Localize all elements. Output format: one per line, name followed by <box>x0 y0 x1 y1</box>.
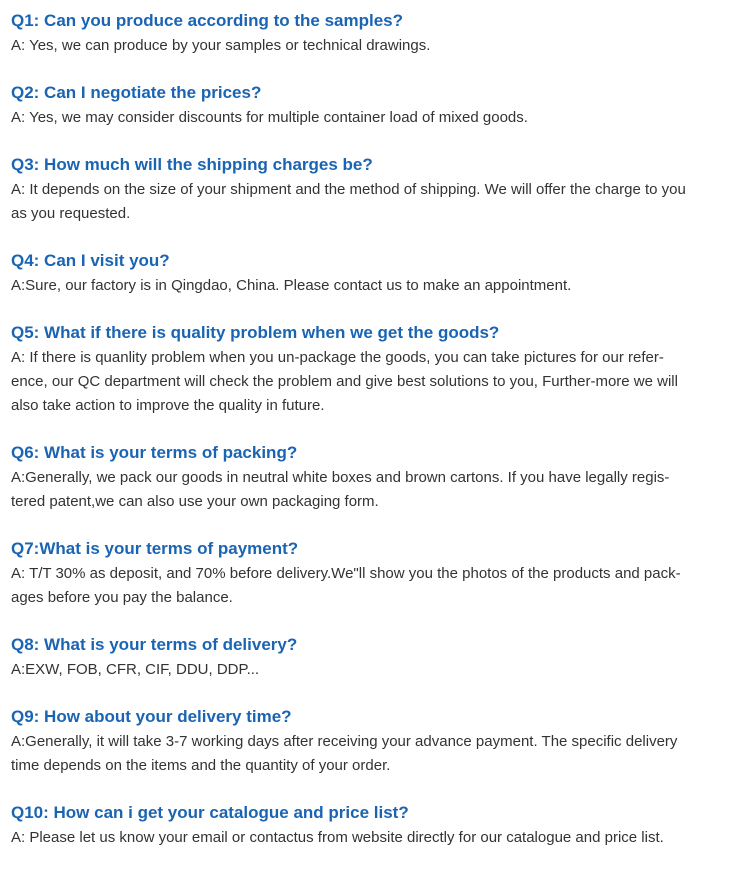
faq-item-7 <box>11 538 681 610</box>
faq-question: Q9: How about your delivery time? <box>11 707 292 726</box>
faq-question: Q10: How can i get your catalogue and price list? <box>11 803 409 822</box>
faq-answer-line: also take action to improve the quality in future. <box>11 397 325 414</box>
faq-answer-line: A: T/T 30% as deposit, and 70% before delivery.We"ll show you the photos of the products and pack- <box>11 565 681 582</box>
faq-answer-line: ence, our QC department will check the problem and give best solutions to you, Further-more we will <box>11 373 678 390</box>
faq-question: Q1: Can you produce according to the samples? <box>11 11 404 30</box>
faq-answer-line: A: Yes, we can produce by your samples or technical drawings. <box>11 37 431 54</box>
faq-answer <box>11 178 686 226</box>
faq-item-3 <box>11 154 686 226</box>
faq-question: Q7:What is your terms of payment? <box>11 539 299 558</box>
faq-answer <box>11 562 681 610</box>
faq-answer <box>11 274 571 298</box>
faq-answer-line: A:Generally, we pack our goods in neutral white boxes and brown cartons. If you have legally regis- <box>11 469 670 486</box>
faq-answer-line: A: Yes, we may consider discounts for multiple container load of mixed goods. <box>11 109 528 126</box>
faq-answer-line: A:Generally, it will take 3-7 working days after receiving your advance payment. The specific delivery <box>11 733 678 750</box>
faq-answer <box>11 106 528 130</box>
faq-answer <box>11 466 669 514</box>
faq-answer <box>11 34 430 58</box>
faq-answer <box>11 346 678 418</box>
faq-question: Q8: What is your terms of delivery? <box>11 635 298 654</box>
faq-item-5 <box>11 322 678 418</box>
faq-answer-line: A:Sure, our factory is in Qingdao, China. Please contact us to make an appointment. <box>11 277 572 294</box>
faq-answer-line: A: Please let us know your email or contactus from website directly for our catalogue and price list. <box>11 829 664 846</box>
faq-item-6 <box>11 442 669 514</box>
faq-item-10 <box>11 802 664 850</box>
faq-answer-line: A:EXW, FOB, CFR, CIF, DDU, DDP... <box>11 661 260 678</box>
faq-question: Q3: How much will the shipping charges be? <box>11 155 373 174</box>
faq-item-8 <box>11 634 297 682</box>
faq-answer <box>11 658 297 682</box>
faq-answer-line: time depends on the items and the quantity of your order. <box>11 757 391 774</box>
faq-question: Q4: Can I visit you? <box>11 251 170 270</box>
faq-answer-line: ages before you pay the balance. <box>11 589 233 606</box>
faq-answer-line: tered patent,we can also use your own packaging form. <box>11 493 379 510</box>
faq-answer <box>11 826 664 850</box>
faq-answer <box>11 730 677 778</box>
faq-answer-line: A: If there is quanlity problem when you un-package the goods, you can take pictures for our refer- <box>11 349 664 366</box>
faq-item-9 <box>11 706 677 778</box>
faq-item-2 <box>11 82 528 130</box>
faq-question: Q5: What if there is quality problem when we get the goods? <box>11 323 500 342</box>
faq-answer-line: A: It depends on the size of your shipment and the method of shipping. We will offer the charge to you <box>11 181 686 198</box>
faq-question: Q6: What is your terms of packing? <box>11 443 298 462</box>
faq-question: Q2: Can I negotiate the prices? <box>11 83 262 102</box>
faq-answer-line: as you requested. <box>11 205 131 222</box>
faq-item-4 <box>11 250 571 298</box>
faq-item-1 <box>11 10 430 58</box>
